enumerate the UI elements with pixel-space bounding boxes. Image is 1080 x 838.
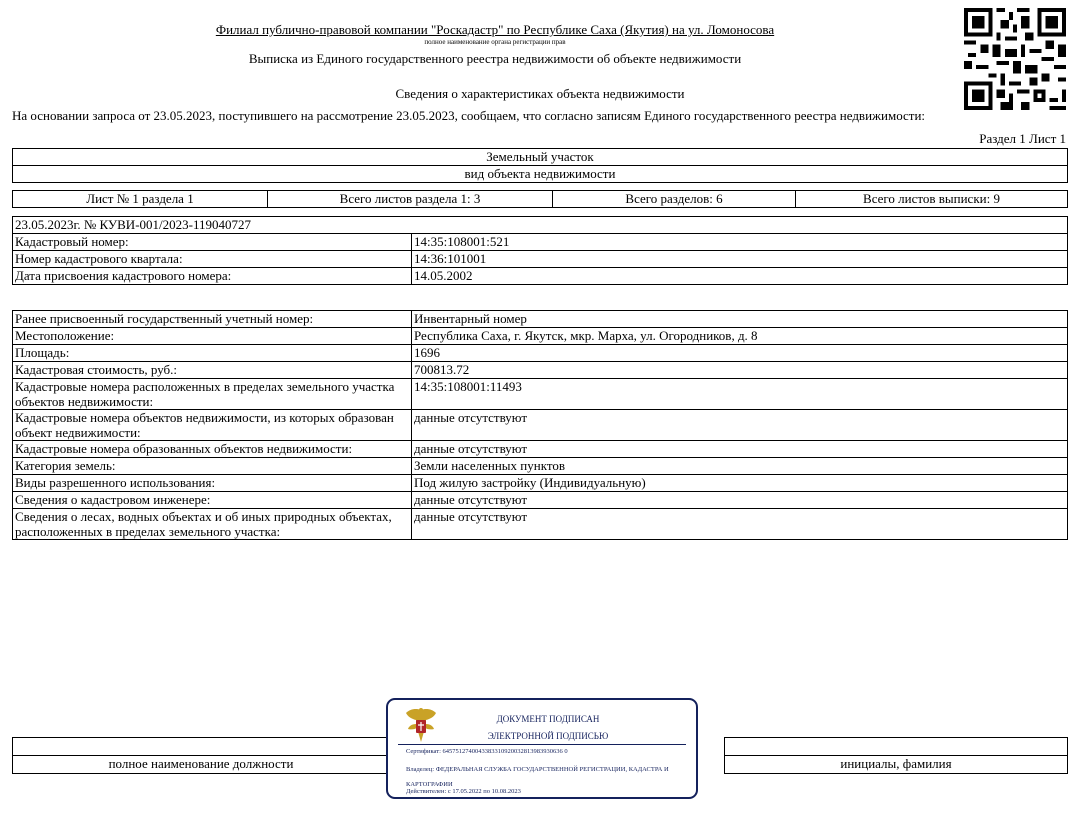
table-row <box>13 268 1068 285</box>
total-section-sheets: Всего листов раздела 1: 3 <box>268 191 553 208</box>
electronic-signature-stamp <box>386 698 698 799</box>
field-label: Категория земель: <box>13 458 412 475</box>
object-type-caption: вид объекта недвижимости <box>13 166 1068 183</box>
field-value: Республика Саха, г. Якутск, мкр. Марха, ул. Огородников, д. 8 <box>412 328 1068 345</box>
table-row <box>13 509 1068 540</box>
stamp-line-2: ЭЛЕКТРОННОЙ ПОДПИСЬЮ <box>487 731 609 741</box>
organization-caption: полное наименование органа регистрации прав <box>424 38 566 46</box>
field-label: Дата присвоения кадастрового номера: <box>13 268 412 285</box>
field-value: данные отсутствуют <box>412 509 1068 540</box>
stamp-owner: Владелец: ФЕДЕРАЛЬНАЯ СЛУЖБА ГОСУДАРСТВЕННОЙ РЕГИСТРАЦИИ, КАДАСТРА И КАРТОГРАФИИ <box>406 766 669 788</box>
field-value: 14:35:108001:521 <box>412 234 1068 251</box>
field-value: данные отсутствуют <box>412 410 1068 441</box>
field-label: Местоположение: <box>13 328 412 345</box>
table-row <box>13 311 1068 328</box>
cadastral-main-table <box>12 216 1068 285</box>
field-value: 1696 <box>412 345 1068 362</box>
object-properties-table <box>12 310 1068 540</box>
sheet-number: Лист № 1 раздела 1 <box>13 191 268 208</box>
name-blank <box>725 738 1068 756</box>
table-row <box>13 492 1068 509</box>
table-row <box>13 379 1068 410</box>
field-label: Номер кадастрового квартала: <box>13 251 412 268</box>
field-label: Площадь: <box>13 345 412 362</box>
total-sections: Всего разделов: 6 <box>553 191 796 208</box>
request-basis-text: На основании запроса от 23.05.2023, поступившего на рассмотрение 23.05.2023, сообщаем, что согласно записям Единого государственного реестра недвижимости: <box>12 108 926 123</box>
position-caption: полное наименование должности <box>13 756 390 774</box>
document-reference: 23.05.2023г. № КУВИ-001/2023-119040727 <box>13 217 1068 234</box>
field-label: Кадастровая стоимость, руб.: <box>13 362 412 379</box>
total-extract-sheets: Всего листов выписки: 9 <box>796 191 1068 208</box>
stamp-divider <box>398 744 686 745</box>
stamp-validity: Действителен: с 17.05.2022 по 10.08.2023 <box>406 788 521 795</box>
object-type: Земельный участок <box>13 149 1068 166</box>
table-row <box>13 251 1068 268</box>
qr-code-icon <box>964 8 1066 110</box>
field-label: Ранее присвоенный государственный учетный номер: <box>13 311 412 328</box>
sheets-table <box>12 190 1068 208</box>
field-label: Кадастровые номера расположенных в пределах земельного участка объектов недвижимости: <box>13 379 412 410</box>
table-row <box>13 410 1068 441</box>
table-row <box>13 475 1068 492</box>
field-label: Сведения о кадастровом инженере: <box>13 492 412 509</box>
field-value: Земли населенных пунктов <box>412 458 1068 475</box>
field-label: Сведения о лесах, водных объектах и об иных природных объектах, расположенных в пределах земельного участка: <box>13 509 412 540</box>
field-label: Кадастровые номера объектов недвижимости, из которых образован объект недвижимости: <box>13 410 412 441</box>
field-value: 700813.72 <box>412 362 1068 379</box>
field-value: 14.05.2002 <box>412 268 1068 285</box>
field-value: данные отсутствуют <box>412 441 1068 458</box>
field-value: Инвентарный номер <box>412 311 1068 328</box>
table-row <box>13 441 1068 458</box>
document-title: Выписка из Единого государственного реестра недвижимости об объекте недвижимости <box>248 51 742 66</box>
field-value: 14:35:108001:11493 <box>412 379 1068 410</box>
position-blank <box>13 738 390 756</box>
table-row <box>13 234 1068 251</box>
field-value: данные отсутствуют <box>412 492 1068 509</box>
field-value: 14:36:101001 <box>412 251 1068 268</box>
name-caption: инициалы, фамилия <box>725 756 1068 774</box>
coat-of-arms-icon <box>404 706 438 746</box>
field-label: Кадастровый номер: <box>13 234 412 251</box>
table-row <box>13 458 1068 475</box>
table-row <box>13 345 1068 362</box>
stamp-certificate: Сертификат: 6457512740043383310920032813983930636 0 <box>406 748 568 755</box>
field-label: Кадастровые номера образованных объектов недвижимости: <box>13 441 412 458</box>
section-label: Раздел 1 Лист 1 <box>979 131 1066 146</box>
document-subtitle: Сведения о характеристиках объекта недвижимости <box>395 86 685 101</box>
table-row <box>13 362 1068 379</box>
field-value: Под жилую застройку (Индивидуальную) <box>412 475 1068 492</box>
stamp-line-1: ДОКУМЕНТ ПОДПИСАН <box>496 714 600 724</box>
object-type-table <box>12 148 1068 183</box>
table-row <box>13 328 1068 345</box>
organization-name: Филиал публично-правовой компании "Роскадастр" по Республике Саха (Якутия) на ул. Ломоносова <box>215 22 775 37</box>
field-label: Виды разрешенного использования: <box>13 475 412 492</box>
